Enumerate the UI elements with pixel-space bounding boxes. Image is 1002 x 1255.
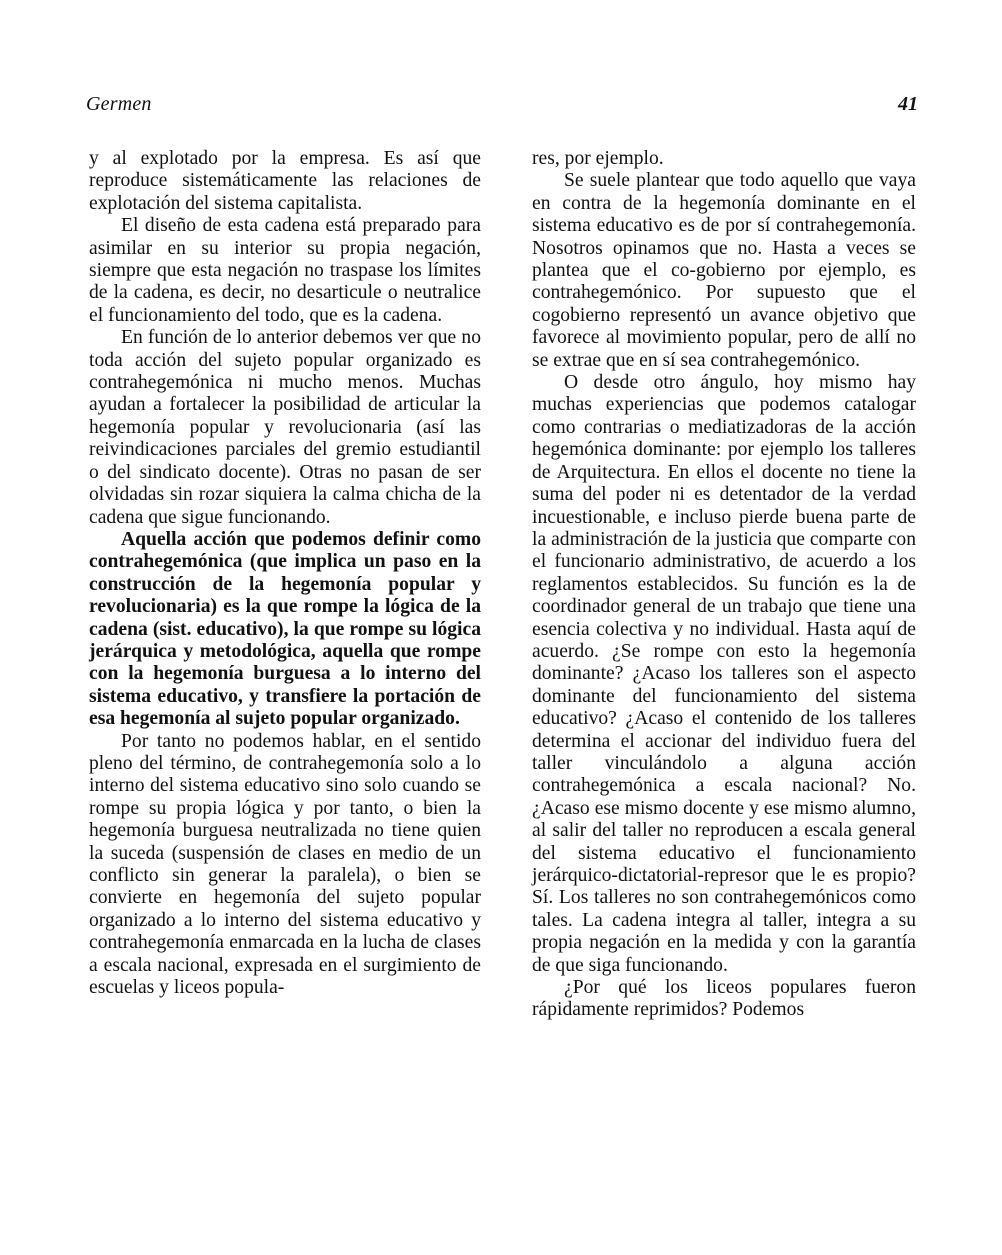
paragraph: En función de lo anterior debemos ver que no toda acción del sujeto popular organizado es contrahegemónica ni mucho menos. Muchas ayudan a fortalecer la posibilidad de articular la hegemonía popular y revolucionaria (así las reivindicaciones parciales del gremio estudiantil o del sindicato docente). Otras no pasan de ser olvidadas sin rozar siquiera la calma chicha de la cadena que sigue funcionando. — [89, 327, 481, 528]
right-column — [532, 148, 916, 1022]
paragraph: y al explotado por la empresa. Es así que reproduce sistemáticamente las relaciones de explotación del sistema capitalista. — [89, 148, 481, 214]
paragraph: El diseño de esta cadena está preparado para asimilar en su interior su propia negación, siempre que esta negación no traspase los límites de la cadena, es decir, no desarticule o neutralice el funcionamiento del todo, que es la cadena. — [89, 215, 481, 326]
paragraph: O desde otro ángulo, hoy mismo hay muchas experiencias que podemos catalogar como contrarias o mediatizadoras de la acción hegemónica dominante: por ejemplo los talleres de Arquitectura. En ellos el docente no tiene la suma del poder ni es detentador de la verdad incuestionable, e incluso pierde buena parte de la administración de la justicia que comparte con el funcionario administrativo, de acuerdo a los reglamentos establecidos. Su función es la de coordinador general de un trabajo que tiene una esencia colectiva y no individual. Hasta aquí de acuerdo. ¿Se rompe con esto la hegemonía dominante? ¿Acaso los talleres son el aspecto dominante del funcionamiento del sistema educativo? ¿Acaso el contenido de los talleres determina el accionar del individuo fuera del taller vinculándolo a alguna acción contrahegemónica a escala nacional? No. ¿Acaso ese mismo docente y ese mismo alumno, al salir del taller no reproducen a escala general del sistema educativo el funcionamiento jerárquico-dictatorial-represor que le es propio? Sí. Los talleres no son contrahegemónicos como tales. La cadena integra al taller, integra a su propia negación en la medida y con la garantía de que siga funcionando. — [532, 372, 916, 976]
paragraph: Por tanto no podemos hablar, en el sentido pleno del término, de contrahegemonía solo a lo interno del sistema educativo sino solo cuando se rompe su propia lógica y por tanto, o bien la hegemonía burguesa neutralizada no tiene quien la suceda (suspensión de clases en medio de un conflicto sin generar la paralela), o bien se convierte en hegemonía del sujeto popular organizado a lo interno del sistema educativo y contrahegemonía enmarcada en la lucha de clases a escala nacional, expresada en el surgimiento de escuelas y liceos popula- — [89, 730, 481, 999]
left-column — [89, 148, 481, 999]
section-title: Germen — [86, 93, 152, 115]
paragraph: ¿Por qué los liceos populares fueron rápidamente reprimidos? Podemos — [532, 977, 916, 1021]
running-header — [84, 93, 918, 123]
paragraph: res, por ejemplo. — [532, 148, 664, 169]
paragraph: Se suele plantear que todo aquello que vaya en contra de la hegemonía dominante en el sistema educativo es de por sí contrahegemonía. Nosotros opinamos que no. Hasta a veces se plantea que el co-gobierno por ejemplo, es contrahegemónico. Por supuesto que el cogobierno representó un avance objetivo que favorece al movimiento popular, pero de allí no se extrae que en sí sea contrahegemónico. — [532, 170, 916, 371]
bold-paragraph: Aquella acción que podemos definir como contrahegemónica (que implica un paso en la construcción de la hegemonía popular y revolucionaria) es la que rompe la lógica de la cadena (sist. educativo), la que rompe su lógica jerárquica y metodológica, aquella que rompe con la hegemonía burguesa a lo interno del sistema educativo, y transfiere la portación de esa hegemonía al sujeto popular organizado. — [89, 528, 481, 730]
page-number: 41 — [898, 93, 918, 115]
